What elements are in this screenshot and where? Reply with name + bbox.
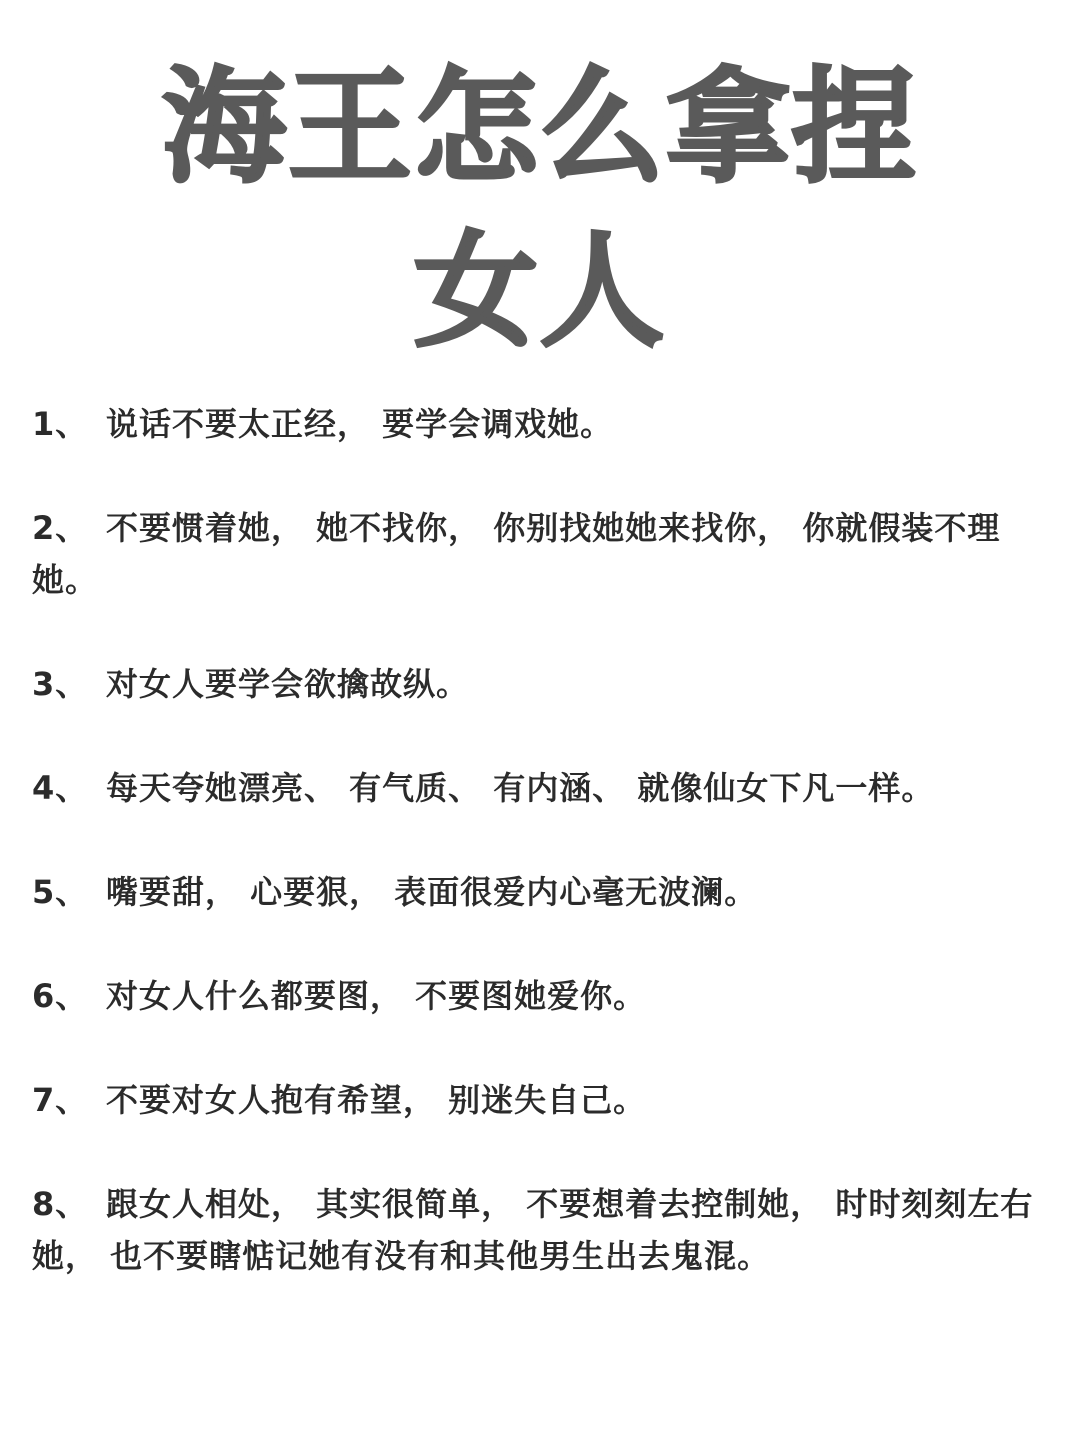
item-text: 说话不要太正经， 要学会调戏她。	[106, 405, 614, 443]
item-number: 4、	[32, 769, 89, 807]
list-item	[32, 658, 1048, 710]
tips-list	[32, 398, 1048, 1334]
list-item	[32, 866, 1048, 918]
item-text: 对女人什么都要图， 不要图她爱你。	[106, 977, 647, 1015]
item-text: 不要惯着她， 她不找你， 你别找她她来找你， 你就假装不理她。	[32, 509, 1001, 599]
item-number: 8、	[32, 1185, 89, 1223]
title-line-1: 海王怎么拿捏	[161, 56, 918, 200]
item-number: 7、	[32, 1081, 89, 1119]
item-text: 每天夸她漂亮、 有气质、 有内涵、 就像仙女下凡一样。	[106, 769, 935, 807]
list-item	[32, 970, 1048, 1022]
item-number: 3、	[32, 665, 89, 703]
list-item	[32, 502, 1048, 606]
list-item	[32, 1074, 1048, 1126]
item-text: 对女人要学会欲擒故纵。	[106, 665, 470, 703]
item-number: 6、	[32, 977, 89, 1015]
item-number: 1、	[32, 405, 89, 443]
list-item	[32, 1178, 1048, 1282]
item-number: 2、	[32, 509, 89, 547]
item-text: 跟女人相处， 其实很简单， 不要想着去控制她， 时时刻刻左右她， 也不要瞎惦记她有没有和其他男生出去鬼混。	[32, 1185, 1034, 1275]
item-text: 不要对女人抱有希望， 别迷失自己。	[106, 1081, 647, 1119]
item-number: 5、	[32, 873, 89, 911]
item-text: 嘴要甜， 心要狠， 表面很爱内心毫无波澜。	[106, 873, 758, 911]
title-line-2: 女人	[413, 220, 666, 364]
list-item	[32, 398, 1048, 450]
list-item	[32, 762, 1048, 814]
